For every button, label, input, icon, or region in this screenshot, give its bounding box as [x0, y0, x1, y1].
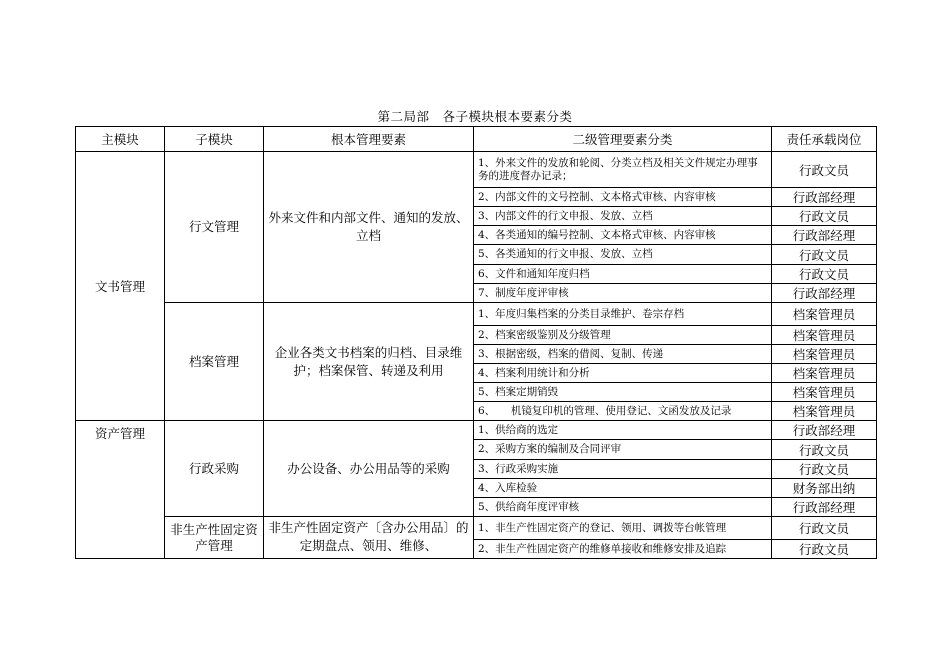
- responsible-role: 行政文员: [772, 207, 877, 226]
- header-main-module: 主模块: [76, 127, 165, 152]
- secondary-item: 5、各类通知的行文申报、发放、立档: [474, 245, 772, 265]
- secondary-item: 5、供给商年度评审核: [474, 498, 772, 517]
- responsible-role: 行政文员: [772, 517, 877, 540]
- header-secondary-element: 二级管理要素分类: [474, 127, 772, 152]
- responsible-role: 行政部经理: [772, 498, 877, 517]
- secondary-item: 2、采购方案的编制及合同评审: [474, 440, 772, 460]
- secondary-item: 4、入库检验: [474, 479, 772, 498]
- responsible-role: 行政文员: [772, 440, 877, 460]
- table-header-row: [76, 127, 877, 152]
- table-row: [76, 517, 877, 540]
- secondary-item: 3、根据密级，档案的借阅、复制、传递: [474, 345, 772, 364]
- secondary-item: 1、年度归集档案的分类目录维护、卷宗存档: [474, 303, 772, 326]
- table-row: [76, 152, 877, 188]
- main-module-doc: 文书管理: [76, 152, 165, 421]
- responsible-role: 档案管理员: [772, 383, 877, 402]
- responsible-role: 行政部经理: [772, 284, 877, 303]
- secondary-item: 7、制度年度评审核: [474, 284, 772, 303]
- responsible-role: 档案管理员: [772, 345, 877, 364]
- responsible-role: 行政文员: [772, 265, 877, 284]
- secondary-item: 6、 机镜复印机的管理、使用登记、文函发放及记录: [474, 402, 772, 421]
- sub-module-fixed-asset: 非生产性固定资产管理: [165, 517, 264, 559]
- basic-element-fixed-asset: 非生产性固定资产〔含办公用品〕的定期盘点、领用、维修、: [264, 517, 474, 559]
- secondary-item: 3、内部文件的行文申报、发放、立档: [474, 207, 772, 226]
- responsible-role: 行政文员: [772, 152, 877, 188]
- header-sub-module: 子模块: [165, 127, 264, 152]
- responsible-role: 行政部经理: [772, 421, 877, 440]
- responsible-role: 行政文员: [772, 540, 877, 559]
- secondary-item: 3、行政采购实施: [474, 460, 772, 479]
- secondary-item: 4、档案利用统计和分析: [474, 364, 772, 383]
- sub-module-admin-doc: 行文管理: [165, 152, 264, 303]
- sub-module-purchase: 行政采购: [165, 421, 264, 517]
- responsible-role: 档案管理员: [772, 402, 877, 421]
- secondary-item: 2、非生产性固定资产的维修单接收和维修安排及追踪: [474, 540, 772, 559]
- table-row: [76, 421, 877, 440]
- responsible-role: 档案管理员: [772, 326, 877, 345]
- secondary-item: 6、文件和通知年度归档: [474, 265, 772, 284]
- basic-element-purchase: 办公设备、办公用品等的采购: [264, 421, 474, 517]
- secondary-item: 1、外来文件的发放和轮阅、分类立档及相关文件规定办理事务的进度督办记录；: [474, 152, 772, 188]
- responsible-role: 行政部经理: [772, 226, 877, 245]
- responsible-role: 档案管理员: [772, 364, 877, 383]
- table-row: [76, 303, 877, 326]
- element-classification-table: [75, 126, 877, 559]
- basic-element-admin-doc: 外来文件和内部文件、通知的发放、立档: [264, 152, 474, 303]
- secondary-item: 4、各类通知的编号控制、文本格式审核、内容审核: [474, 226, 772, 245]
- responsible-role: 行政文员: [772, 245, 877, 265]
- secondary-item: 2、内部文件的文号控制、文本格式审核、内容审核: [474, 188, 772, 207]
- header-basic-element: 根本管理要素: [264, 127, 474, 152]
- responsible-role: 财务部出纳: [772, 479, 877, 498]
- secondary-item: 5、档案定期销毁: [474, 383, 772, 402]
- responsible-role: 档案管理员: [772, 303, 877, 326]
- responsible-role: 行政文员: [772, 460, 877, 479]
- main-module-asset: 资产管理: [76, 421, 165, 559]
- sub-module-archive: 档案管理: [165, 303, 264, 421]
- basic-element-archive: 企业各类文书档案的归档、目录维护；档案保管、转递及利用: [264, 303, 474, 421]
- secondary-item: 1、供给商的选定: [474, 421, 772, 440]
- secondary-item: 2、档案密级鉴别及分级管理: [474, 326, 772, 345]
- page-title: 第二局部 各子模块根本要素分类: [377, 109, 573, 124]
- header-responsible-role: 责任承载岗位: [772, 127, 877, 152]
- responsible-role: 行政部经理: [772, 188, 877, 207]
- secondary-item: 1、非生产性固定资产的登记、领用、调拨等台帐管理: [474, 517, 772, 540]
